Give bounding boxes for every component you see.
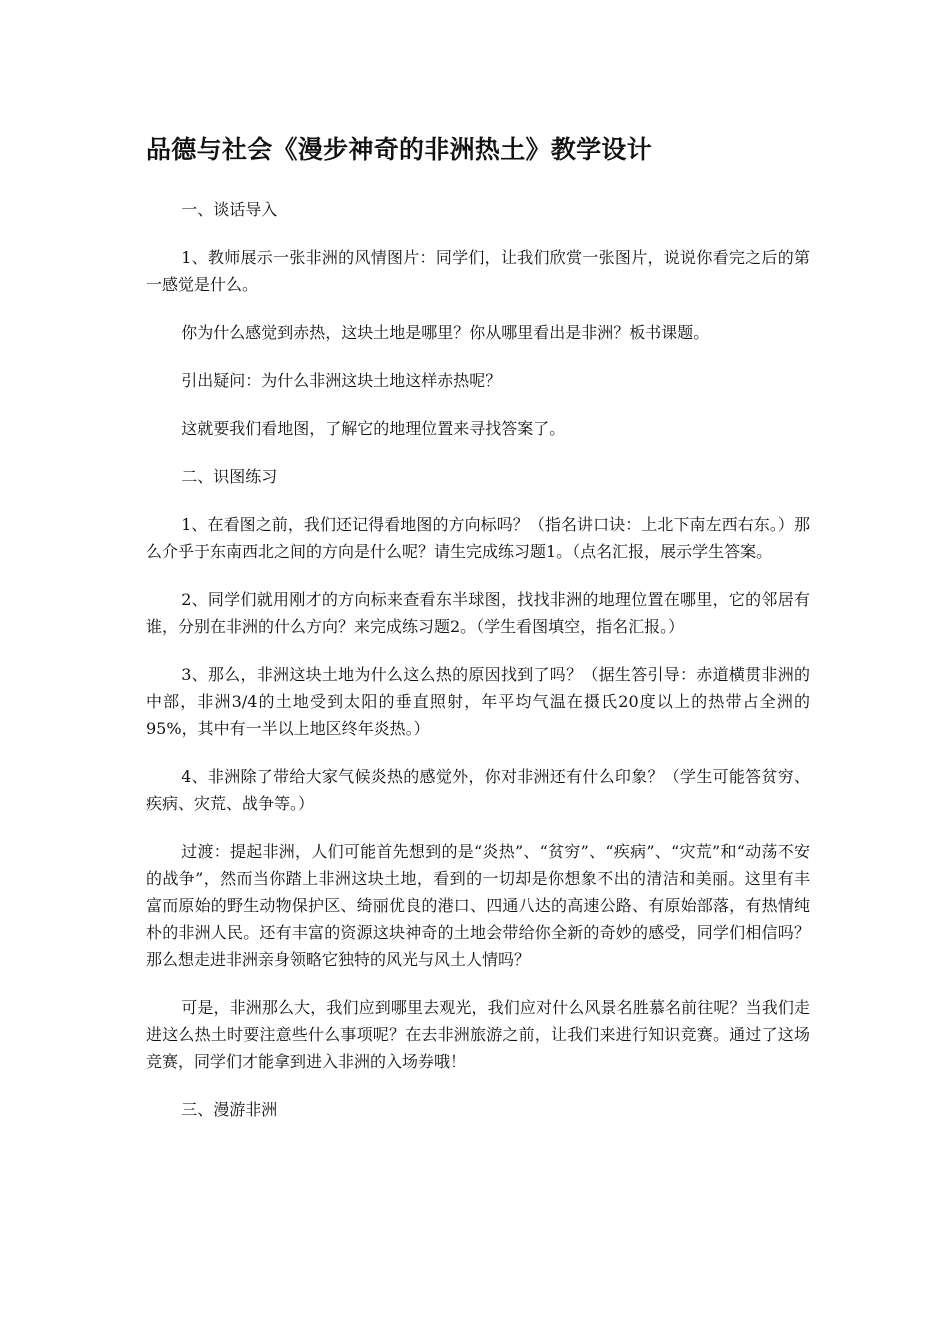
paragraph: 过渡：提起非洲，人们可能首先想到的是“炎热”、“贫穷”、“疾病”、“灾荒”和“动荡不安的战争”，然而当你踏上非洲这块土地，看到的一切却是你想象不出的清洁和美丽。这里有丰富而原始的野生动物保护区、绮丽优良的港口、四通八达的高速公路、有原始部落，有热情纯朴的非洲人民。还有丰富的资源这块神奇的土地会带给你全新的奇妙的感受，同学们相信吗？那么想走进非洲亲身领略它独特的风光与风土人情吗？	[146, 842, 810, 969]
paragraph: 你为什么感觉到赤热，这块土地是哪里？你从哪里看出是非洲？板书课题。	[181, 323, 710, 342]
paragraph: 2、同学们就用刚才的方向标来查看东半球图，找找非洲的地理位置在哪里，它的邻居有谁，分别在非洲的什么方向？来完成练习题2。（学生看图填空，指名汇报。）	[146, 590, 810, 636]
paragraph: 1、教师展示一张非洲的风情图片：同学们，让我们欣赏一张图片，说说你看完之后的第一感觉是什么。	[146, 248, 810, 294]
section-heading-2: 二、识图练习	[181, 467, 278, 486]
paragraph: 1、在看图之前，我们还记得看地图的方向标吗？（指名讲口诀：上北下南左西右东。）那么介乎于东南西北之间的方向是什么呢？请生完成练习题1。（点名汇报，展示学生答案。	[146, 515, 810, 561]
document-body	[146, 196, 810, 1144]
paragraph: 4、非洲除了带给大家气候炎热的感觉外，你对非洲还有什么印象？（学生可能答贫穷、疾病、灾荒、战争等。）	[146, 767, 810, 813]
section-heading-3: 三、漫游非洲	[181, 1100, 278, 1119]
paragraph: 3、那么，非洲这块土地为什么这么热的原因找到了吗？（据生答引导：赤道横贯非洲的中部，非洲3/4的土地受到太阳的垂直照射，年平均气温在摄氏20度以上的热带占全洲的95%，其中有一半以上地区终年炎热。）	[146, 665, 810, 738]
section-heading-1: 一、谈话导入	[181, 200, 278, 219]
document-title: 品德与社会《漫步神奇的非洲热土》教学设计	[146, 135, 653, 164]
paragraph: 可是，非洲那么大，我们应到哪里去观光，我们应对什么风景名胜慕名前往呢？当我们走进这么热土时要注意些什么事项呢？在去非洲旅游之前，让我们来进行知识竞赛。通过了这场竞赛，同学们才能拿到进入非洲的入场券哦！	[146, 998, 810, 1071]
paragraph: 这就要我们看地图，了解它的地理位置来寻找答案了。	[181, 419, 566, 438]
paragraph: 引出疑问：为什么非洲这块土地这样赤热呢？	[181, 371, 502, 390]
